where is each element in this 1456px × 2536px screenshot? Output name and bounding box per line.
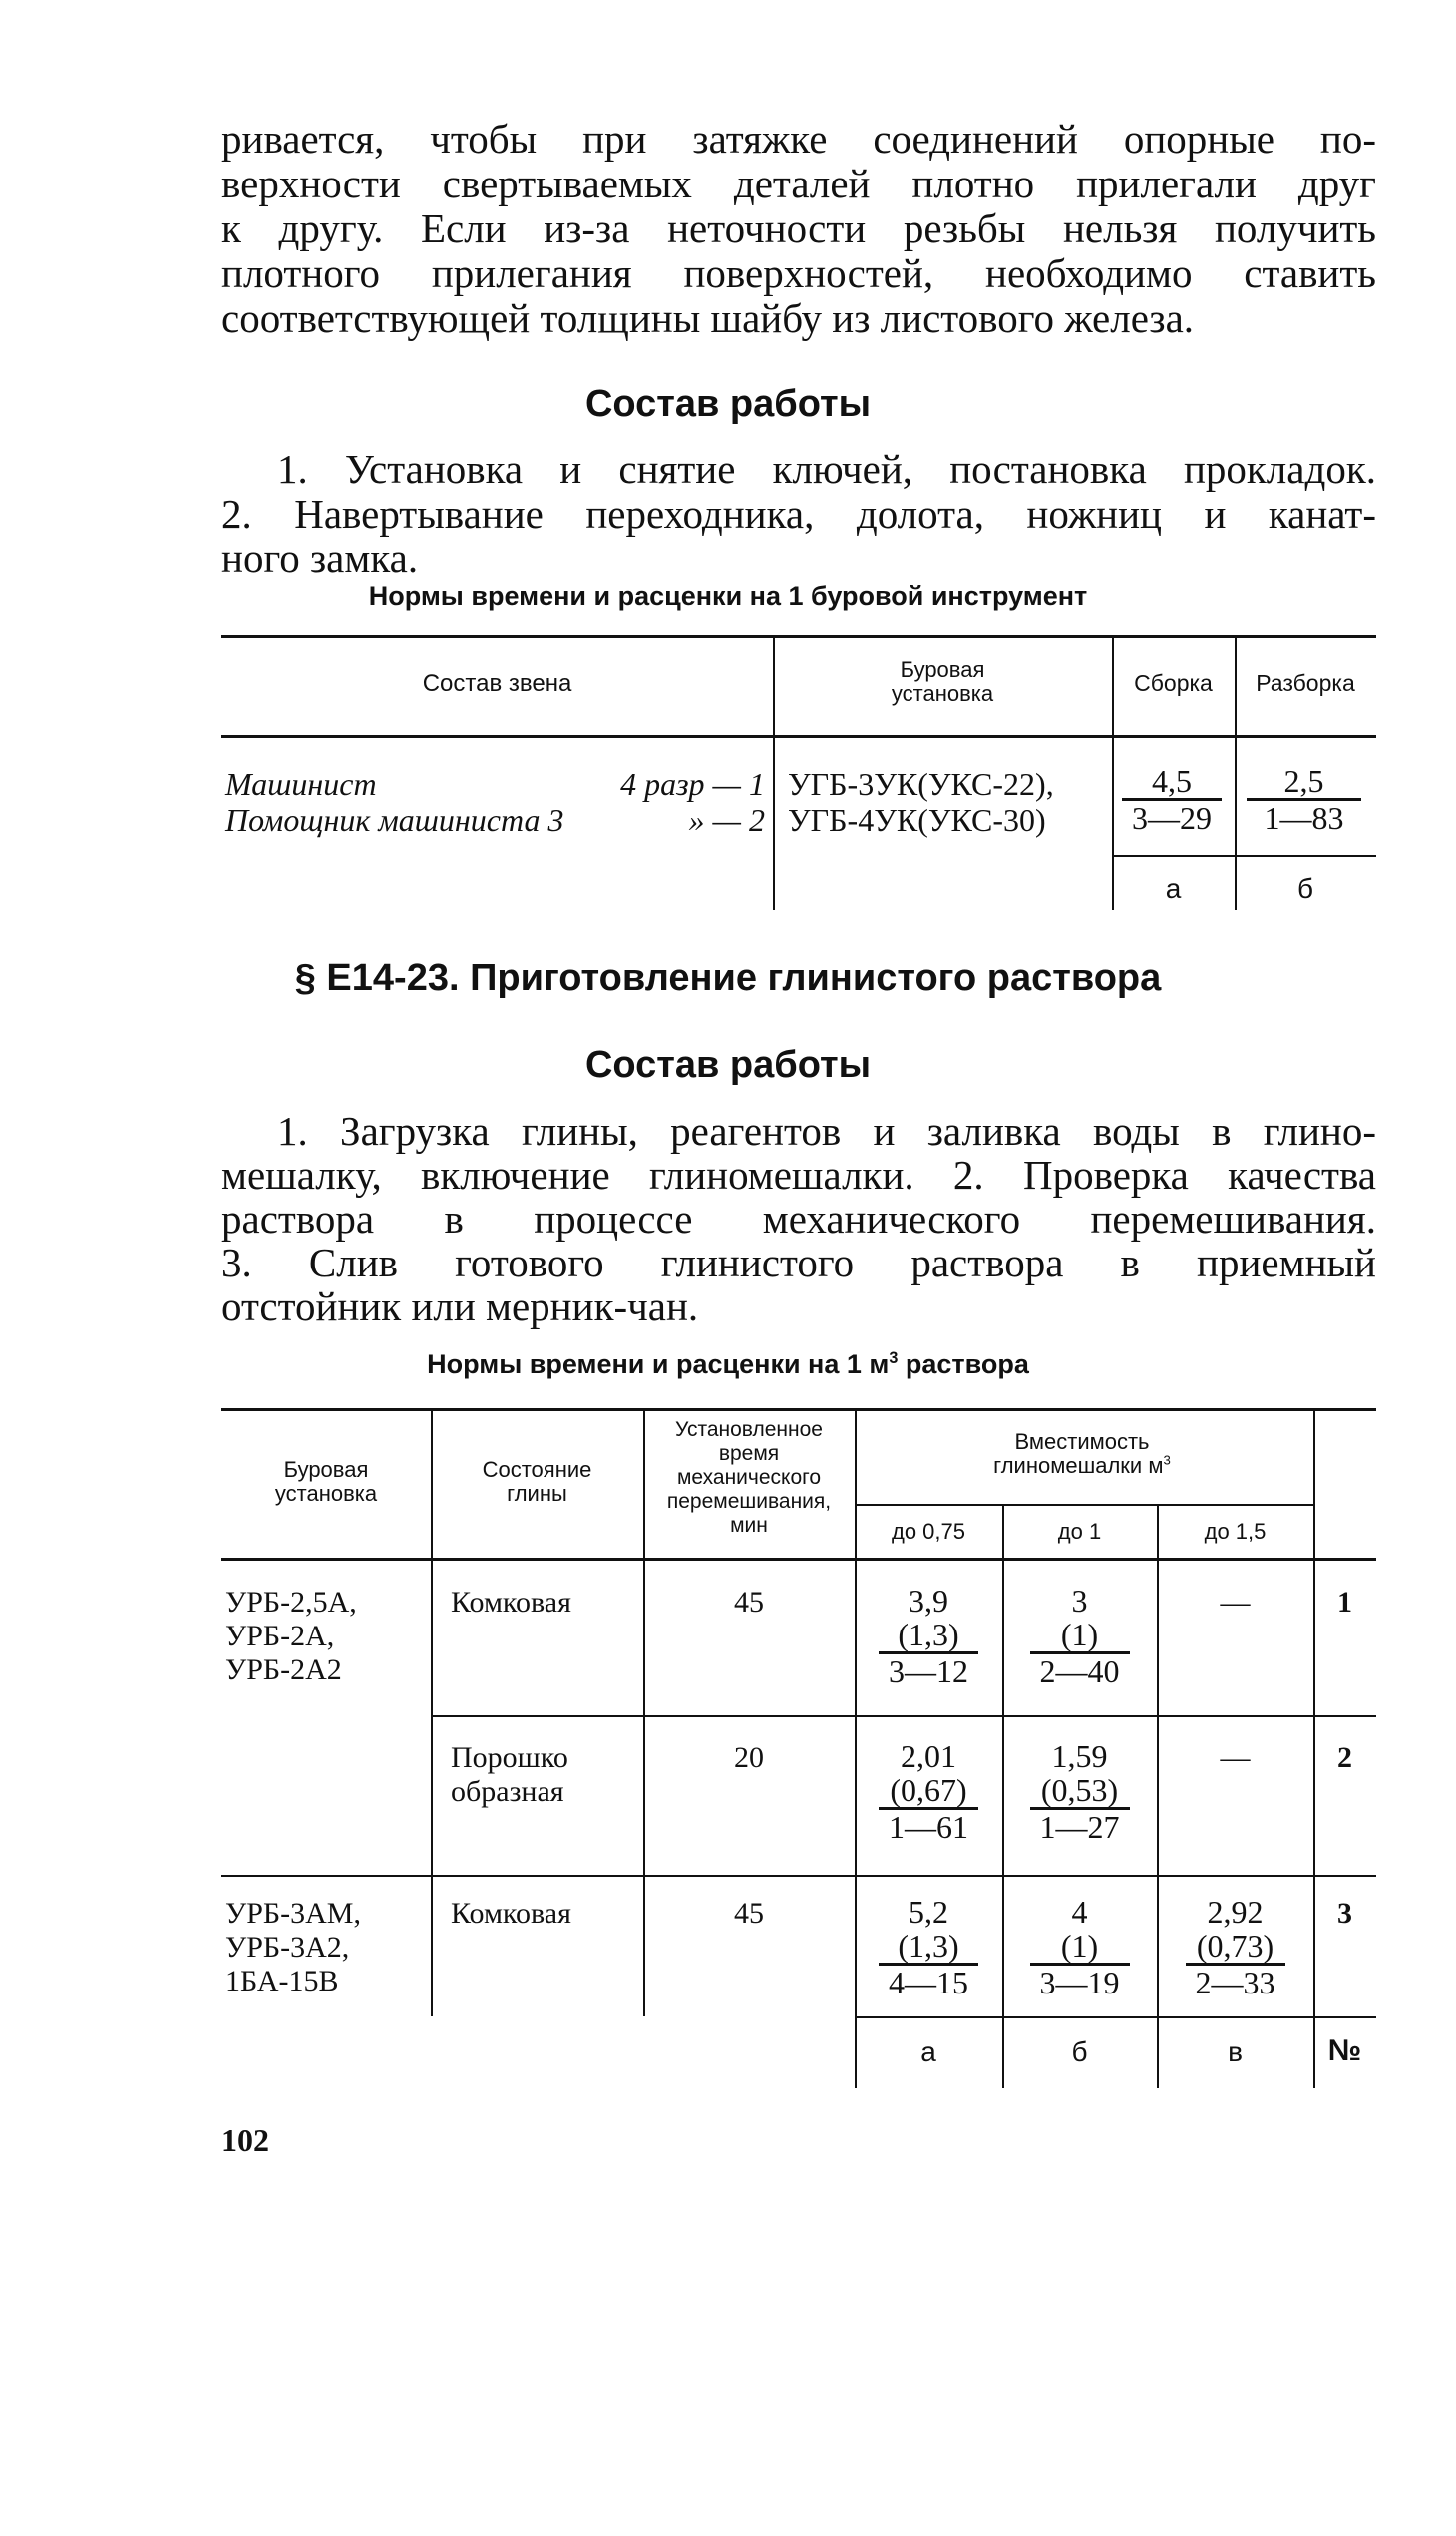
table2-row3-rig: УРБ-3АМ, УРБ-3А2, 1БА-15В [225, 1897, 361, 1997]
table2-row3-cell3: 2,92 (0,73) 2—33 [1157, 1895, 1313, 1999]
table2-caption: Нормы времени и расценки на 1 $м^3$ раствора [427, 1349, 1029, 1379]
table2-row1-cell1: 3,9 (1,3) 3—12 [855, 1584, 1002, 1688]
table1-crew-grade-1: 4 разр — 1 [620, 766, 765, 802]
table2-row3-cell1: 5,2 (1,3) 4—15 [855, 1895, 1002, 1999]
intro-line-3: к другу. Если из-за неточности резьбы нельзя получить [221, 205, 1376, 251]
table2-row1-clay: Комковая [451, 1586, 571, 1619]
table1-crew-role-2: Помощник машиниста 3 [225, 802, 564, 838]
section1-heading: Состав работы [584, 383, 872, 425]
table1-disassembly-value: $\frac{2,5}{1—83}$ [1247, 764, 1361, 835]
table1-header-rig: Буровая установка [891, 657, 994, 706]
table2-row2-clay: Порошко образная [451, 1741, 568, 1808]
table2-num-label: № [1327, 2034, 1362, 2067]
section2-title: § Е14-23. Приготовление глинистого раствора [294, 957, 1162, 999]
table1-rig-2: УГБ-4УК(УКС-30) [788, 802, 1046, 838]
section2-line-4: 3. Слив готового глинистого раствора в приемный [221, 1240, 1376, 1285]
table2-header-clay: Состояние глины [482, 1457, 592, 1506]
section2-line-3: раствора в процессе механического перемешивания. [221, 1196, 1376, 1242]
table2-col-letter-v: в [1228, 2036, 1243, 2067]
table1-col-letter-a: а [1165, 873, 1182, 904]
table2-row2-cell3: — [1220, 1741, 1251, 1774]
table2-row2-cell2: 1,59 (0,53) 1—27 [1002, 1739, 1157, 1844]
intro-line-5: соответствующей толщины шайбу из листового железа. [221, 295, 1195, 341]
table1-assembly-value: $\frac{4,5}{3—29}$ [1122, 764, 1222, 835]
section1-line-3: ного замка. [221, 536, 419, 581]
table2-row3-num: 3 [1337, 1897, 1352, 1930]
table2-row2-time: 20 [734, 1741, 764, 1774]
section1-line-2: 2. Навертывание переходника, долота, ножниц и канат- [221, 491, 1376, 537]
table1-header-crew: Состав звена [422, 670, 572, 697]
table2-row1-num: 1 [1337, 1586, 1352, 1619]
section1-line-1: 1. Установка и снятие ключей, постановка прокладок. [277, 446, 1376, 492]
table2-row3-clay: Комковая [451, 1897, 571, 1930]
table1-header-disassembly: Разборка [1256, 670, 1355, 696]
table1-crew-role-1: Машинист [225, 766, 377, 802]
table1-col-letter-b: б [1296, 873, 1314, 904]
table2-row1-time: 45 [734, 1586, 764, 1619]
table2-row1-rig: УРБ-2,5А, УРБ-2А, УРБ-2А2 [225, 1586, 357, 1686]
table2-row1-cell3: — [1220, 1586, 1251, 1619]
section2-line-5: отстойник или мерник-чан. [221, 1283, 699, 1329]
table2-row1-cell2: 3 (1) 2—40 [1002, 1584, 1157, 1688]
table2-row2-num: 2 [1337, 1741, 1352, 1774]
table2-header-rig: Буровая установка [274, 1457, 378, 1506]
table2-row3-cell2: 4 (1) 3—19 [1002, 1895, 1157, 1999]
table2-col-letter-b: б [1071, 2036, 1088, 2067]
table1-crew-grade-2: » — 2 [688, 802, 765, 838]
table2-cap-col-3: до 1,5 [1204, 1519, 1267, 1544]
intro-line-4: плотного прилегания поверхностей, необходимо ставить [221, 250, 1376, 296]
table2-cap-col-1: до 0,75 [891, 1519, 965, 1544]
table1-rig-1: УГБ-3УК(УКС-22), [788, 766, 1054, 802]
intro-line-2: верхности свертываемых деталей плотно прилегали друг [221, 161, 1376, 206]
table2-row2-cell1: 2,01 (0,67) 1—61 [855, 1739, 1002, 1844]
section2-heading: Состав работы [584, 1044, 872, 1086]
table2-row3-time: 45 [734, 1897, 764, 1930]
intro-line-1: ривается, чтобы при затяжке соединений опорные по- [221, 116, 1376, 162]
section2-line-1: 1. Загрузка глины, реагентов и заливка воды в глино- [277, 1108, 1376, 1154]
page-number: 102 [221, 2122, 269, 2158]
section2-line-2: мешалку, включение глиномешалки. 2. Проверка качества [221, 1152, 1376, 1198]
table2-cap-col-2: до 1 [1057, 1519, 1102, 1544]
table2-col-letter-a: а [920, 2036, 936, 2067]
table2-header-time: Установленное время механического перемешивания, мин [666, 1418, 832, 1537]
table2-header-capacity: Вместимость глиномешалки $м^3$ [993, 1429, 1171, 1478]
table1-header-assembly: Сборка [1134, 670, 1213, 696]
table1-caption: Нормы времени и расценки на 1 буровой инструмент [368, 581, 1088, 611]
